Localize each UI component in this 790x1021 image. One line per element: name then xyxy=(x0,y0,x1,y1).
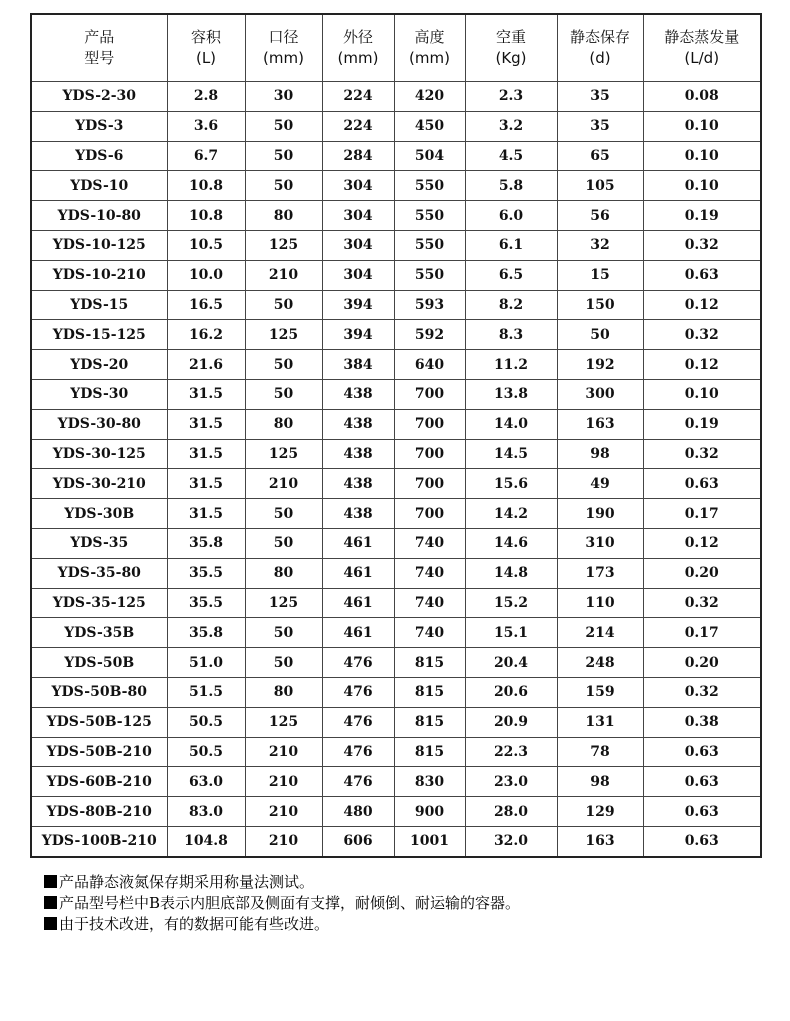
cell-empty-weight: 6.0 xyxy=(465,201,557,231)
cell-volume: 31.5 xyxy=(167,379,245,409)
cell-static-holding: 65 xyxy=(557,141,643,171)
cell-static-evaporation: 0.08 xyxy=(643,82,761,112)
table-row xyxy=(31,588,761,618)
table-row xyxy=(31,558,761,588)
cell-static-evaporation: 0.63 xyxy=(643,797,761,827)
cell-model: YDS-30-80 xyxy=(31,409,167,439)
cell-empty-weight: 4.5 xyxy=(465,141,557,171)
cell-outer-diameter: 438 xyxy=(322,379,394,409)
table-row xyxy=(31,826,761,856)
cell-static-evaporation: 0.63 xyxy=(643,469,761,499)
cell-static-evaporation: 0.12 xyxy=(643,350,761,380)
cell-empty-weight: 14.0 xyxy=(465,409,557,439)
cell-static-holding: 190 xyxy=(557,499,643,529)
cell-neck: 50 xyxy=(245,618,322,648)
cell-height: 815 xyxy=(394,677,465,707)
cell-static-evaporation: 0.63 xyxy=(643,767,761,797)
cell-height: 550 xyxy=(394,260,465,290)
cell-outer-diameter: 476 xyxy=(322,767,394,797)
cell-model: YDS-50B-210 xyxy=(31,737,167,767)
cell-static-holding: 56 xyxy=(557,201,643,231)
cell-volume: 16.5 xyxy=(167,290,245,320)
cell-model: YDS-60B-210 xyxy=(31,767,167,797)
cell-height: 700 xyxy=(394,469,465,499)
note-item xyxy=(44,892,764,913)
square-bullet-icon xyxy=(44,875,57,888)
cell-model: YDS-100B-210 xyxy=(31,826,167,856)
cell-static-evaporation: 0.12 xyxy=(643,290,761,320)
cell-model: YDS-35-80 xyxy=(31,558,167,588)
header-static-holding-label: 静态保存 xyxy=(569,28,630,46)
cell-height: 504 xyxy=(394,141,465,171)
cell-volume: 51.0 xyxy=(167,648,245,678)
cell-static-evaporation: 0.32 xyxy=(643,320,761,350)
note-text: 产品型号栏中B表示内胆底部及侧面有支撑，耐倾倒、耐运输的容器。 xyxy=(59,894,521,912)
cell-height: 740 xyxy=(394,528,465,558)
table-row xyxy=(31,379,761,409)
cell-model: YDS-50B-80 xyxy=(31,677,167,707)
cell-height: 592 xyxy=(394,320,465,350)
header-volume-label: 容积 xyxy=(190,28,221,46)
cell-static-holding: 159 xyxy=(557,677,643,707)
cell-model: YDS-35 xyxy=(31,528,167,558)
table-row xyxy=(31,320,761,350)
cell-height: 740 xyxy=(394,558,465,588)
cell-outer-diameter: 438 xyxy=(322,439,394,469)
header-model xyxy=(31,14,167,82)
cell-neck: 125 xyxy=(245,588,322,618)
spec-table xyxy=(30,13,762,858)
cell-height: 550 xyxy=(394,230,465,260)
cell-neck: 50 xyxy=(245,171,322,201)
table-body xyxy=(31,82,761,857)
cell-neck: 210 xyxy=(245,826,322,856)
notes-section xyxy=(44,871,764,934)
header-static-evaporation-unit: (L/d) xyxy=(684,49,720,67)
cell-volume: 10.8 xyxy=(167,201,245,231)
cell-volume: 51.5 xyxy=(167,677,245,707)
cell-static-holding: 192 xyxy=(557,350,643,380)
cell-static-holding: 50 xyxy=(557,320,643,350)
cell-height: 700 xyxy=(394,379,465,409)
cell-volume: 83.0 xyxy=(167,797,245,827)
cell-static-holding: 300 xyxy=(557,379,643,409)
header-model-label: 产品 xyxy=(84,28,115,46)
cell-volume: 3.6 xyxy=(167,111,245,141)
cell-neck: 50 xyxy=(245,528,322,558)
header-height xyxy=(394,14,465,82)
cell-empty-weight: 20.4 xyxy=(465,648,557,678)
cell-static-evaporation: 0.63 xyxy=(643,826,761,856)
cell-static-holding: 35 xyxy=(557,82,643,112)
cell-static-holding: 98 xyxy=(557,439,643,469)
cell-neck: 210 xyxy=(245,767,322,797)
cell-height: 815 xyxy=(394,648,465,678)
cell-volume: 10.5 xyxy=(167,230,245,260)
cell-empty-weight: 15.1 xyxy=(465,618,557,648)
table-row xyxy=(31,618,761,648)
cell-static-evaporation: 0.10 xyxy=(643,141,761,171)
table-row xyxy=(31,171,761,201)
cell-static-evaporation: 0.10 xyxy=(643,171,761,201)
cell-neck: 50 xyxy=(245,111,322,141)
cell-static-evaporation: 0.32 xyxy=(643,439,761,469)
cell-neck: 50 xyxy=(245,350,322,380)
table-row xyxy=(31,737,761,767)
cell-empty-weight: 13.8 xyxy=(465,379,557,409)
note-item xyxy=(44,871,764,892)
cell-empty-weight: 15.2 xyxy=(465,588,557,618)
header-height-unit: (mm) xyxy=(409,49,450,67)
cell-empty-weight: 8.2 xyxy=(465,290,557,320)
cell-volume: 35.8 xyxy=(167,528,245,558)
cell-empty-weight: 11.2 xyxy=(465,350,557,380)
cell-neck: 80 xyxy=(245,677,322,707)
cell-neck: 80 xyxy=(245,409,322,439)
table-row xyxy=(31,111,761,141)
cell-model: YDS-3 xyxy=(31,111,167,141)
cell-height: 420 xyxy=(394,82,465,112)
cell-empty-weight: 14.8 xyxy=(465,558,557,588)
cell-volume: 104.8 xyxy=(167,826,245,856)
cell-static-evaporation: 0.10 xyxy=(643,111,761,141)
note-text: 由于技术改进，有的数据可能有些改进。 xyxy=(59,915,330,933)
cell-static-holding: 49 xyxy=(557,469,643,499)
cell-volume: 10.8 xyxy=(167,171,245,201)
cell-outer-diameter: 461 xyxy=(322,618,394,648)
cell-outer-diameter: 476 xyxy=(322,737,394,767)
cell-model: YDS-2-30 xyxy=(31,82,167,112)
cell-outer-diameter: 394 xyxy=(322,290,394,320)
cell-model: YDS-35B xyxy=(31,618,167,648)
cell-static-evaporation: 0.63 xyxy=(643,260,761,290)
cell-empty-weight: 22.3 xyxy=(465,737,557,767)
cell-outer-diameter: 384 xyxy=(322,350,394,380)
cell-model: YDS-10-80 xyxy=(31,201,167,231)
cell-static-evaporation: 0.19 xyxy=(643,409,761,439)
cell-static-holding: 15 xyxy=(557,260,643,290)
cell-height: 593 xyxy=(394,290,465,320)
cell-empty-weight: 14.6 xyxy=(465,528,557,558)
table-row xyxy=(31,797,761,827)
cell-volume: 35.5 xyxy=(167,558,245,588)
cell-neck: 50 xyxy=(245,648,322,678)
cell-static-holding: 248 xyxy=(557,648,643,678)
cell-height: 700 xyxy=(394,439,465,469)
cell-empty-weight: 15.6 xyxy=(465,469,557,499)
cell-outer-diameter: 461 xyxy=(322,528,394,558)
cell-volume: 31.5 xyxy=(167,469,245,499)
cell-outer-diameter: 438 xyxy=(322,469,394,499)
table-row xyxy=(31,141,761,171)
cell-model: YDS-30-210 xyxy=(31,469,167,499)
cell-volume: 63.0 xyxy=(167,767,245,797)
cell-empty-weight: 14.2 xyxy=(465,499,557,529)
cell-neck: 80 xyxy=(245,558,322,588)
table-row xyxy=(31,528,761,558)
cell-height: 640 xyxy=(394,350,465,380)
cell-height: 700 xyxy=(394,499,465,529)
cell-outer-diameter: 480 xyxy=(322,797,394,827)
cell-static-holding: 32 xyxy=(557,230,643,260)
cell-static-holding: 214 xyxy=(557,618,643,648)
cell-height: 1001 xyxy=(394,826,465,856)
cell-model: YDS-80B-210 xyxy=(31,797,167,827)
cell-static-evaporation: 0.20 xyxy=(643,648,761,678)
cell-volume: 6.7 xyxy=(167,141,245,171)
cell-outer-diameter: 606 xyxy=(322,826,394,856)
cell-neck: 210 xyxy=(245,260,322,290)
table-row xyxy=(31,439,761,469)
table-row xyxy=(31,707,761,737)
table-row xyxy=(31,82,761,112)
cell-height: 900 xyxy=(394,797,465,827)
cell-static-evaporation: 0.38 xyxy=(643,707,761,737)
cell-outer-diameter: 394 xyxy=(322,320,394,350)
cell-empty-weight: 6.1 xyxy=(465,230,557,260)
cell-empty-weight: 14.5 xyxy=(465,439,557,469)
cell-volume: 31.5 xyxy=(167,439,245,469)
cell-empty-weight: 6.5 xyxy=(465,260,557,290)
cell-height: 815 xyxy=(394,707,465,737)
cell-empty-weight: 8.3 xyxy=(465,320,557,350)
cell-height: 830 xyxy=(394,767,465,797)
cell-static-evaporation: 0.32 xyxy=(643,588,761,618)
cell-neck: 50 xyxy=(245,141,322,171)
cell-static-holding: 105 xyxy=(557,171,643,201)
cell-static-holding: 110 xyxy=(557,588,643,618)
table-row xyxy=(31,201,761,231)
cell-static-evaporation: 0.63 xyxy=(643,737,761,767)
cell-static-evaporation: 0.17 xyxy=(643,499,761,529)
cell-model: YDS-15-125 xyxy=(31,320,167,350)
cell-outer-diameter: 224 xyxy=(322,82,394,112)
cell-static-holding: 129 xyxy=(557,797,643,827)
cell-static-holding: 78 xyxy=(557,737,643,767)
cell-neck: 30 xyxy=(245,82,322,112)
cell-outer-diameter: 461 xyxy=(322,558,394,588)
cell-volume: 35.8 xyxy=(167,618,245,648)
cell-outer-diameter: 224 xyxy=(322,111,394,141)
cell-empty-weight: 2.3 xyxy=(465,82,557,112)
cell-empty-weight: 28.0 xyxy=(465,797,557,827)
cell-outer-diameter: 438 xyxy=(322,409,394,439)
header-empty-weight-label: 空重 xyxy=(495,28,526,46)
header-volume xyxy=(167,14,245,82)
cell-static-holding: 131 xyxy=(557,707,643,737)
header-outer-diameter-unit: (mm) xyxy=(337,49,379,67)
cell-outer-diameter: 304 xyxy=(322,201,394,231)
cell-volume: 50.5 xyxy=(167,737,245,767)
cell-static-evaporation: 0.20 xyxy=(643,558,761,588)
cell-volume: 2.8 xyxy=(167,82,245,112)
table-row xyxy=(31,230,761,260)
cell-volume: 16.2 xyxy=(167,320,245,350)
cell-model: YDS-30B xyxy=(31,499,167,529)
cell-outer-diameter: 438 xyxy=(322,499,394,529)
cell-model: YDS-6 xyxy=(31,141,167,171)
cell-neck: 125 xyxy=(245,320,322,350)
header-static-evaporation xyxy=(643,14,761,82)
cell-neck: 50 xyxy=(245,290,322,320)
header-outer-diameter-label: 外径 xyxy=(342,28,373,46)
table-row xyxy=(31,767,761,797)
cell-model: YDS-20 xyxy=(31,350,167,380)
cell-static-evaporation: 0.10 xyxy=(643,379,761,409)
cell-static-holding: 35 xyxy=(557,111,643,141)
cell-outer-diameter: 476 xyxy=(322,707,394,737)
cell-neck: 80 xyxy=(245,201,322,231)
header-outer-diameter xyxy=(322,14,394,82)
cell-outer-diameter: 304 xyxy=(322,230,394,260)
cell-model: YDS-50B-125 xyxy=(31,707,167,737)
cell-outer-diameter: 304 xyxy=(322,260,394,290)
cell-static-holding: 98 xyxy=(557,767,643,797)
square-bullet-icon xyxy=(44,917,57,930)
cell-model: YDS-10-125 xyxy=(31,230,167,260)
cell-static-holding: 150 xyxy=(557,290,643,320)
cell-height: 815 xyxy=(394,737,465,767)
cell-neck: 210 xyxy=(245,469,322,499)
cell-neck: 210 xyxy=(245,797,322,827)
cell-static-holding: 310 xyxy=(557,528,643,558)
cell-neck: 125 xyxy=(245,230,322,260)
cell-height: 740 xyxy=(394,618,465,648)
cell-neck: 50 xyxy=(245,379,322,409)
cell-model: YDS-10 xyxy=(31,171,167,201)
cell-volume: 50.5 xyxy=(167,707,245,737)
square-bullet-icon xyxy=(44,896,57,909)
cell-empty-weight: 32.0 xyxy=(465,826,557,856)
header-static-evaporation-label: 静态蒸发量 xyxy=(664,28,740,46)
header-empty-weight xyxy=(465,14,557,82)
cell-static-evaporation: 0.32 xyxy=(643,677,761,707)
table-row xyxy=(31,260,761,290)
cell-empty-weight: 3.2 xyxy=(465,111,557,141)
cell-neck: 125 xyxy=(245,439,322,469)
header-height-label: 高度 xyxy=(414,28,445,46)
cell-outer-diameter: 476 xyxy=(322,648,394,678)
table-row xyxy=(31,409,761,439)
cell-height: 550 xyxy=(394,201,465,231)
cell-model: YDS-30-125 xyxy=(31,439,167,469)
cell-height: 700 xyxy=(394,409,465,439)
table-row xyxy=(31,350,761,380)
cell-empty-weight: 20.6 xyxy=(465,677,557,707)
table-row xyxy=(31,290,761,320)
header-neck xyxy=(245,14,322,82)
header-volume-unit: (L) xyxy=(195,49,217,67)
table-row xyxy=(31,469,761,499)
cell-model: YDS-10-210 xyxy=(31,260,167,290)
cell-model: YDS-50B xyxy=(31,648,167,678)
cell-volume: 31.5 xyxy=(167,499,245,529)
cell-model: YDS-15 xyxy=(31,290,167,320)
note-item xyxy=(44,913,764,934)
table-row xyxy=(31,499,761,529)
header-model-unit: 型号 xyxy=(84,49,115,67)
cell-volume: 35.5 xyxy=(167,588,245,618)
cell-volume: 31.5 xyxy=(167,409,245,439)
cell-static-holding: 163 xyxy=(557,826,643,856)
cell-neck: 125 xyxy=(245,707,322,737)
cell-height: 550 xyxy=(394,171,465,201)
cell-model: YDS-30 xyxy=(31,379,167,409)
header-neck-label: 口径 xyxy=(268,28,299,46)
cell-static-holding: 173 xyxy=(557,558,643,588)
cell-outer-diameter: 476 xyxy=(322,677,394,707)
cell-neck: 210 xyxy=(245,737,322,767)
cell-outer-diameter: 461 xyxy=(322,588,394,618)
table-header-row xyxy=(31,14,761,82)
cell-height: 740 xyxy=(394,588,465,618)
cell-static-evaporation: 0.12 xyxy=(643,528,761,558)
table-row xyxy=(31,677,761,707)
cell-model: YDS-35-125 xyxy=(31,588,167,618)
cell-volume: 21.6 xyxy=(167,350,245,380)
header-static-holding-unit: (d) xyxy=(589,49,611,67)
header-neck-unit: (mm) xyxy=(263,49,304,67)
cell-height: 450 xyxy=(394,111,465,141)
cell-static-evaporation: 0.17 xyxy=(643,618,761,648)
cell-volume: 10.0 xyxy=(167,260,245,290)
cell-empty-weight: 5.8 xyxy=(465,171,557,201)
header-empty-weight-unit: (Kg) xyxy=(495,49,527,67)
cell-static-evaporation: 0.32 xyxy=(643,230,761,260)
cell-outer-diameter: 284 xyxy=(322,141,394,171)
table-row xyxy=(31,648,761,678)
cell-neck: 50 xyxy=(245,499,322,529)
cell-static-evaporation: 0.19 xyxy=(643,201,761,231)
cell-empty-weight: 20.9 xyxy=(465,707,557,737)
cell-outer-diameter: 304 xyxy=(322,171,394,201)
cell-static-holding: 163 xyxy=(557,409,643,439)
header-static-holding xyxy=(557,14,643,82)
cell-empty-weight: 23.0 xyxy=(465,767,557,797)
note-text: 产品静态液氮保存期采用称量法测试。 xyxy=(59,873,315,891)
